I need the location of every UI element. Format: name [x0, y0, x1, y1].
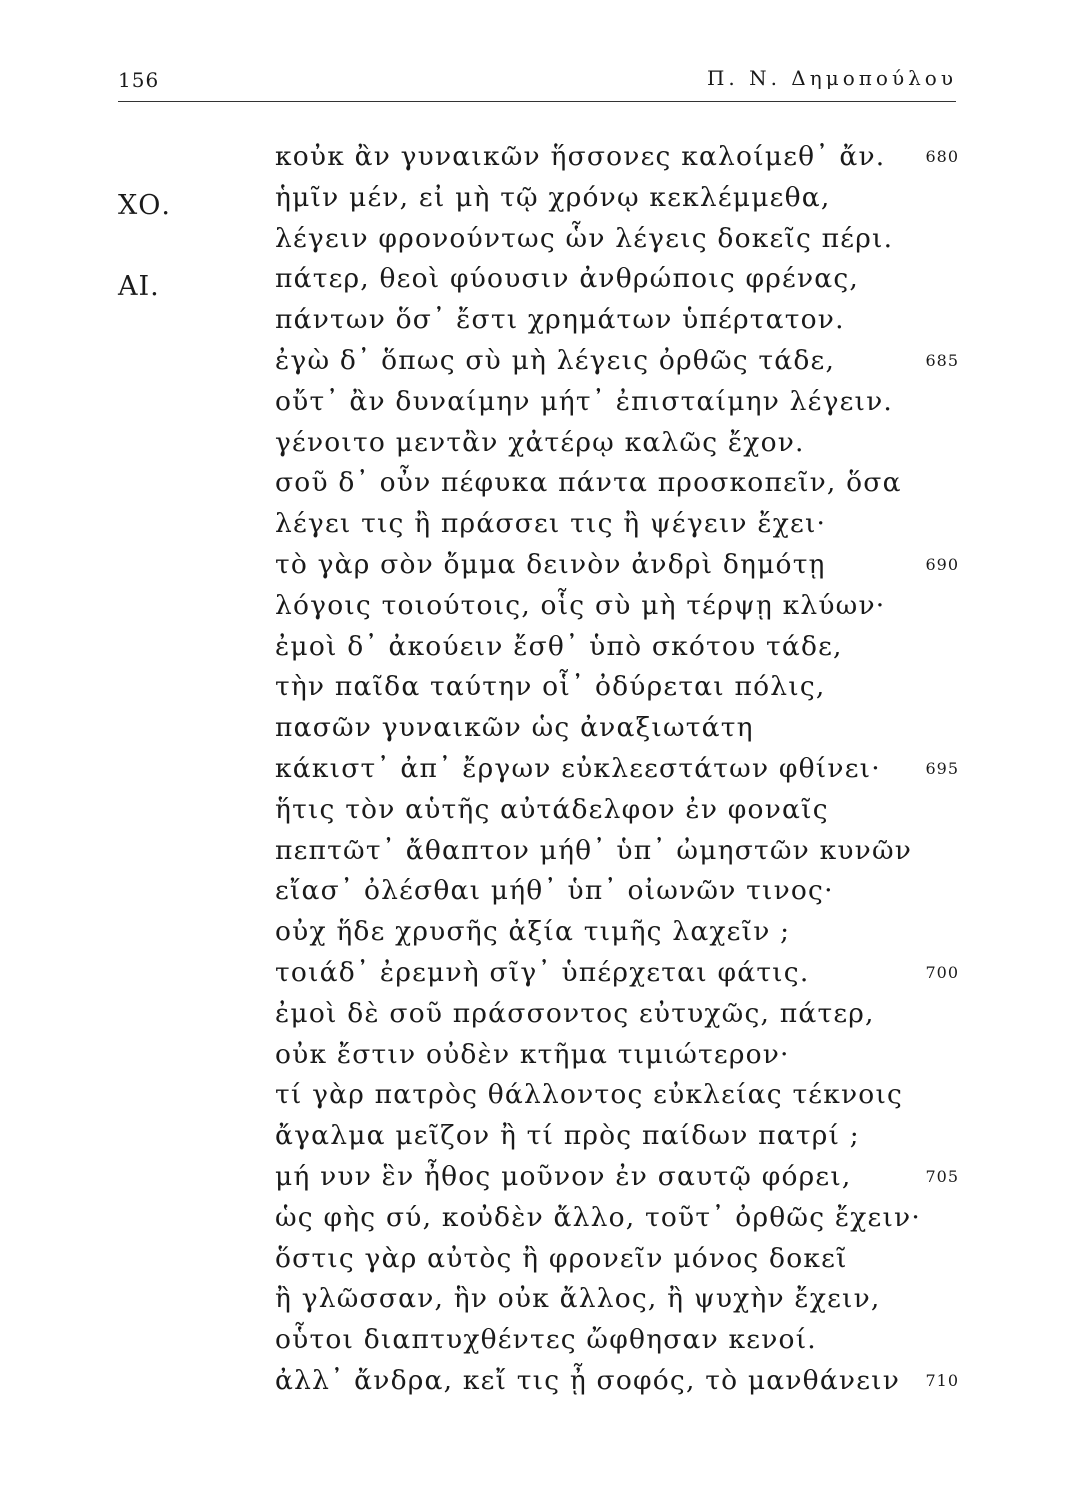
verse-text: κοὐκ ἂν γυναικῶν ἥσσονες καλοίμεθ᾽ ἄν. — [275, 141, 886, 172]
verse-line — [0, 498, 1085, 539]
verse-list — [0, 131, 1085, 1396]
verse-text: τοιάδ᾽ ἐρεμνὴ σῖγ᾽ ὑπέρχεται φάτις. — [275, 956, 810, 988]
line-number: 710 — [925, 1370, 959, 1390]
verse-text: τὸ γὰρ σὸν ὄμμα δεινὸν ἀνδρὶ δημότῃ — [275, 548, 826, 580]
verse-line — [0, 1314, 1085, 1355]
running-head: Π. Ν. Δημοπούλου — [706, 66, 957, 90]
verse-line — [0, 865, 1085, 906]
verse-line — [0, 1192, 1085, 1233]
verse-text: κάκιστ᾽ ἀπ᾽ ἔργων εὐκλεεστάτων φθίνει· — [275, 752, 881, 784]
verse-text: ἐμοὶ δ᾽ ἀκούειν ἔσθ᾽ ὑπὸ σκότου τάδε, — [275, 630, 843, 662]
line-number: 690 — [925, 554, 959, 574]
verse-text: οὗτοι διαπτυχθέντες ὤφθησαν κενοί. — [275, 1324, 817, 1356]
verse-line — [0, 1233, 1085, 1274]
verse-line — [0, 294, 1085, 335]
verse-text: ἡμῖν μέν, εἰ μὴ τῷ χρόνῳ κεκλέμμεθα, — [275, 181, 831, 213]
verse-line — [0, 947, 1085, 988]
verse-line — [0, 784, 1085, 825]
verse-line — [0, 457, 1085, 498]
verse-text: πασῶν γυναικῶν ὡς ἀναξιωτάτη — [275, 712, 754, 744]
verse-text: γένοιτο μεντἂν χἀτέρῳ καλῶς ἔχον. — [275, 426, 805, 458]
verse-line — [0, 1110, 1085, 1151]
verse-line — [0, 1029, 1085, 1070]
verse-text: ἀλλ᾽ ἄνδρα, κεἴ τις ᾖ σοφός, τὸ μανθάνειν — [275, 1364, 901, 1396]
verse-text: ὅστις γὰρ αὐτὸς ἢ φρονεῖν μόνος δοκεῖ — [275, 1242, 848, 1274]
line-number: 685 — [925, 350, 959, 370]
verse-line — [0, 906, 1085, 947]
verse-line — [0, 172, 1085, 221]
verse-line — [0, 417, 1085, 458]
verse-text: τὴν παῖδα ταύτην οἷ᾽ ὀδύρεται πόλις, — [275, 671, 826, 703]
verse-line — [0, 580, 1085, 621]
verse-text: λέγειν φρονούντως ὧν λέγεις δοκεῖς πέρι. — [275, 222, 894, 254]
verse-text: πεπτῶτ᾽ ἄθαπτον μήθ᾽ ὑπ᾽ ὠμηστῶν κυνῶν — [275, 834, 913, 866]
page-number: 156 — [118, 68, 160, 92]
speaker-label: ΑΙ. — [118, 271, 160, 303]
verse-text: σοῦ δ᾽ οὖν πέφυκα πάντα προσκοπεῖν, ὅσα — [275, 467, 902, 499]
verse-line — [0, 376, 1085, 417]
header-rule — [118, 101, 956, 102]
speaker-label: ΧΟ. — [118, 189, 171, 221]
line-number: 705 — [925, 1166, 959, 1186]
verse-text: ὡς φὴς σύ, κοὐδὲν ἄλλο, τοῦτ᾽ ὀρθῶς ἔχειν· — [275, 1201, 921, 1233]
verse-line — [0, 702, 1085, 743]
verse-line — [0, 621, 1085, 662]
verse-line — [0, 661, 1085, 702]
verse-text: οὐκ ἔστιν οὐδὲν κτῆμα τιμιώτερον· — [275, 1038, 790, 1070]
verse-text: ἢ γλῶσσαν, ἣν οὐκ ἄλλος, ἢ ψυχὴν ἔχειν, — [275, 1283, 881, 1315]
verse-text: εἴασ᾽ ὀλέσθαι μήθ᾽ ὑπ᾽ οἰωνῶν τινος· — [275, 875, 834, 907]
verse-text: ἄγαλμα μεῖζον ἢ τί πρὸς παίδων πατρί ; — [275, 1120, 860, 1152]
verse-text: τί γὰρ πατρὸς θάλλοντος εὐκλείας τέκνοις — [275, 1079, 904, 1111]
verse-line — [0, 335, 1085, 376]
verse-line — [0, 1151, 1085, 1192]
verse-text: ἐμοὶ δὲ σοῦ πράσσοντος εὐτυχῶς, πάτερ, — [275, 997, 875, 1029]
verse-text: ἥτις τὸν αὑτῆς αὐτάδελφον ἐν φοναῖς — [275, 793, 829, 825]
verse-text: μή νυν ἓν ἦθος μοῦνον ἐν σαυτῷ φόρει, — [275, 1160, 852, 1192]
verse-line — [0, 213, 1085, 254]
verse-text: λόγοις τοιούτοις, οἷς σὺ μὴ τέρψῃ κλύων· — [275, 589, 886, 621]
verse-line — [0, 1069, 1085, 1110]
verse-text: οὔτ᾽ ἂν δυναίμην μήτ᾽ ἐπισταίμην λέγειν. — [275, 385, 894, 417]
verse-text: πάτερ, θεοὶ φύουσιν ἀνθρώποις φρένας, — [275, 263, 860, 295]
line-number: 700 — [925, 962, 959, 982]
verse-text: πάντων ὅσ᾽ ἔστι χρημάτων ὑπέρτατον. — [275, 304, 845, 336]
verse-line — [0, 131, 1085, 172]
verse-line — [0, 825, 1085, 866]
verse-line — [0, 988, 1085, 1029]
verse-line — [0, 743, 1085, 784]
verse-text: οὐχ ἥδε χρυσῆς ἀξία τιμῆς λαχεῖν ; — [275, 916, 791, 948]
verse-line — [0, 1355, 1085, 1396]
line-number: 695 — [925, 758, 959, 778]
verse-text: λέγει τις ἢ πράσσει τις ἢ ψέγειν ἔχει· — [275, 508, 827, 540]
verse-line — [0, 253, 1085, 303]
verse-line — [0, 539, 1085, 580]
verse-line — [0, 1273, 1085, 1314]
verse-text: ἐγὼ δ᾽ ὅπως σὺ μὴ λέγεις ὀρθῶς τάδε, — [275, 344, 836, 376]
line-number: 680 — [925, 147, 959, 166]
